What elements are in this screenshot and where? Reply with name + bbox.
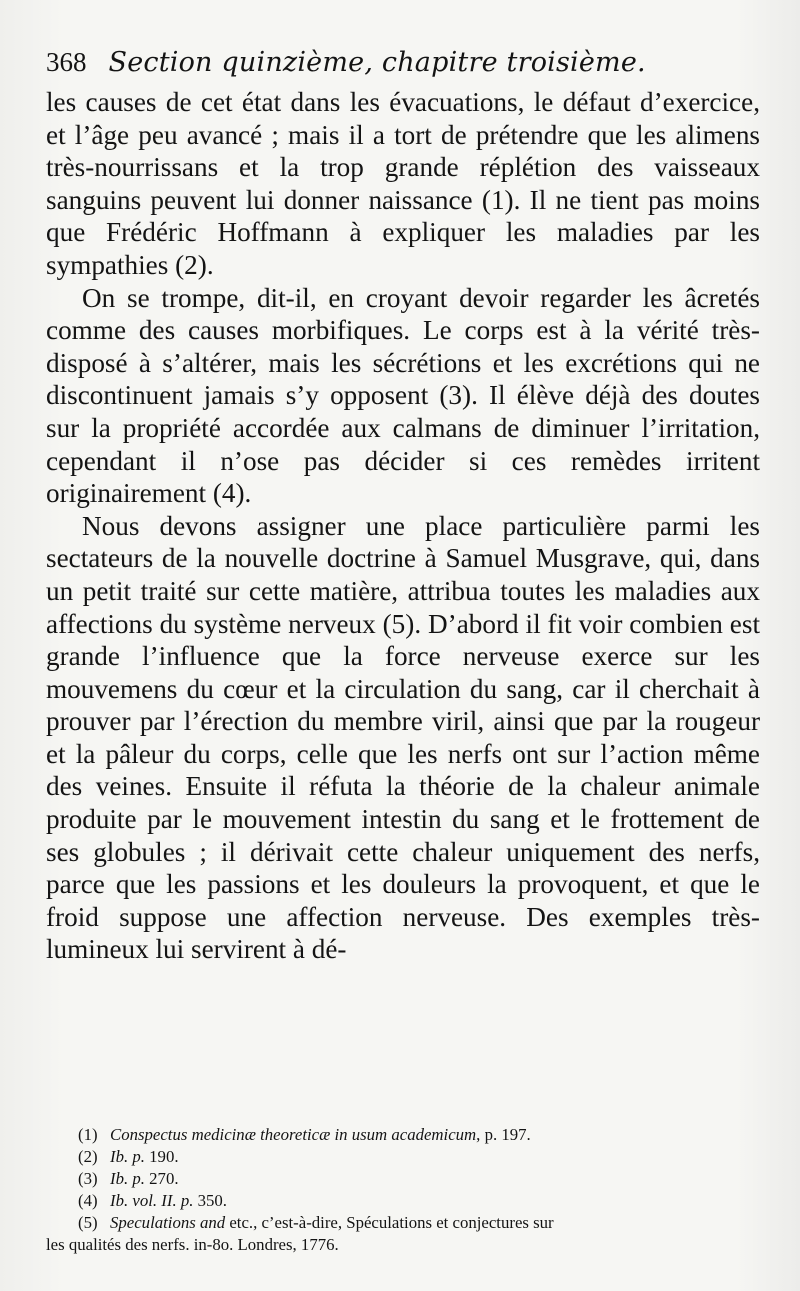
footnote-marker: (1) (78, 1125, 98, 1144)
body-text (46, 86, 760, 966)
footnote-text: etc., c’est-à-dire, Spéculations et conjectures sur (225, 1213, 554, 1232)
footnote-reference: Speculations and (110, 1213, 226, 1232)
footnote-marker: (5) (78, 1213, 98, 1232)
footnote-reference: Ib. p. (110, 1147, 145, 1166)
footnote-marker: (2) (78, 1147, 98, 1166)
footnote-3 (46, 1168, 770, 1190)
footnote-marker: (4) (78, 1191, 98, 1210)
footnote-reference: Conspectus medicinæ theoreticæ in usum academicum (110, 1125, 477, 1144)
footnote-4 (46, 1190, 770, 1212)
footnote-reference: Ib. vol. II. p. (110, 1191, 194, 1210)
footnote-text: 270. (144, 1169, 179, 1188)
footnote-2 (46, 1146, 770, 1168)
footnote-1 (46, 1124, 770, 1146)
running-head (46, 44, 760, 82)
footnotes (46, 1124, 770, 1256)
footnote-5-continuation: les qualités des nerfs. in-8o. Londres, 1776. (46, 1235, 339, 1254)
paragraph-2: On se trompe, dit-il, en croyant devoir regarder les âcretés comme des causes morbifiques. Le corps est à la vérité très-disposé à s’altérer, mais les sécrétions et les excrétions qui ne discontinuent jamais s’y opposent (3). Il élève déjà des doutes sur la propriété accordée aux calmans de diminuer l’irritation, cependant il n’ose pas décider si ces remèdes irritent originairement (4). (46, 282, 760, 509)
footnote-reference: Ib. p. (110, 1169, 145, 1188)
paragraph-1: les causes de cet état dans les évacuations, le défaut d’exercice, et l’âge peu avancé ; mais il a tort de prétendre que les alimens très-nourrissans et la trop grande réplétion des vaisseaux sanguins peuvent lui donner naissance (1). Il ne tient pas moins que Frédéric Hoffmann à expliquer les maladies par les sympathies (2). (46, 87, 760, 280)
footnote-text: 190. (144, 1147, 179, 1166)
footnote-marker: (3) (78, 1169, 98, 1188)
footnote-5 (46, 1212, 770, 1234)
page-number: 368 (46, 47, 87, 77)
footnote-text: , p. 197. (476, 1125, 531, 1144)
paragraph-3: Nous devons assigner une place particulière parmi les sectateurs de la nouvelle doctrine à Samuel Musgrave, qui, dans un petit traité sur cette matière, attribua toutes les maladies aux affections du système nerveux (5). D’abord il fit voir combien est grande l’influence que la force nerveuse exerce sur les mouvemens du cœur et la circulation du sang, car il cherchait à prouver par l’érection du membre viril, ainsi que par la rougeur et la pâleur du corps, celle que les nerfs ont sur l’action même des veines. Ensuite il réfuta la théorie de la chaleur animale produite par le mouvement intestin du sang et le frottement de ses globules ; il dérivait cette chaleur uniquement des nerfs, parce que les passions et les douleurs la provoquent, et que le froid suppose une affection nerveuse. Des exemples très-lumineux lui servirent à dé- (46, 510, 760, 965)
running-head-title: Section quinzième, chapitre troisième. (108, 47, 646, 78)
footnote-text: 350. (193, 1191, 227, 1210)
